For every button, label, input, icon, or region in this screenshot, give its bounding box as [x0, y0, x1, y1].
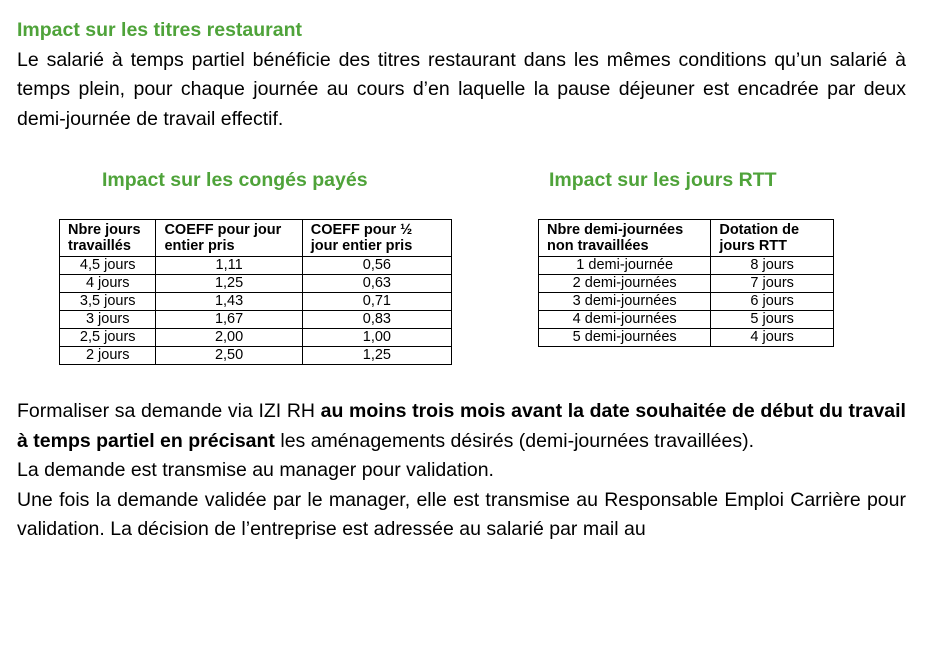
table-cell: 4 jours	[711, 329, 834, 347]
manager-validation-paragraph: La demande est transmise au manager pour validation.	[17, 459, 494, 481]
column-header: Nbre demi-journées non travaillées	[539, 220, 711, 257]
table-row	[539, 311, 834, 329]
table-cell: 0,63	[302, 275, 451, 293]
column-header: Dotation de jours RTT	[711, 220, 834, 257]
table-cell: 1 demi-journée	[539, 257, 711, 275]
conges-payes-heading: Impact sur les congés payés	[102, 169, 368, 191]
table-row	[539, 257, 834, 275]
table-cell: 8 jours	[711, 257, 834, 275]
table-row	[539, 293, 834, 311]
table-cell: 2,5 jours	[60, 329, 156, 347]
jours-rtt-heading: Impact sur les jours RTT	[549, 169, 777, 191]
table-row	[539, 329, 834, 347]
table-cell: 2 jours	[60, 347, 156, 365]
conges-payes-table	[59, 219, 452, 365]
table-cell: 6 jours	[711, 293, 834, 311]
table-cell: 7 jours	[711, 275, 834, 293]
table-row	[60, 293, 452, 311]
table-row	[60, 347, 452, 365]
table-cell: 2 demi-journées	[539, 275, 711, 293]
table-cell: 0,83	[302, 311, 451, 329]
procedure-text-end: les aménagements désirés (demi-journées travaillées).	[274, 429, 754, 452]
jours-rtt-table	[538, 219, 834, 347]
table-cell: 1,67	[156, 311, 302, 329]
table-cell: 2,50	[156, 347, 302, 365]
table-header-row	[539, 220, 834, 257]
column-header: Nbre jours travaillés	[60, 220, 156, 257]
table-cell: 4 demi-journées	[539, 311, 711, 329]
titres-restaurant-heading: Impact sur les titres restaurant	[17, 19, 303, 41]
table-row	[539, 275, 834, 293]
table-cell: 4,5 jours	[60, 257, 156, 275]
procedure-section	[17, 397, 906, 545]
table-cell: 5 jours	[711, 311, 834, 329]
procedure-text-start: Formaliser sa demande via IZI RH	[17, 400, 321, 422]
table-cell: 4 jours	[60, 275, 156, 293]
table-row	[60, 275, 452, 293]
table-row	[60, 311, 452, 329]
procedure-paragraph	[17, 397, 906, 456]
table-cell: 0,56	[302, 257, 451, 275]
table-cell: 1,25	[302, 347, 451, 365]
table-cell: 2,00	[156, 329, 302, 347]
decision-paragraph: Une fois la demande validée par le manager, elle est transmise au Responsable Emploi Carrière pour validation. La décision de l’entreprise est adressée au salarié par mail au	[17, 488, 906, 540]
table-row	[60, 329, 452, 347]
table-cell: 1,25	[156, 275, 302, 293]
table-header-row	[60, 220, 452, 257]
table-cell: 0,71	[302, 293, 451, 311]
column-header: COEFF pour jour entier pris	[156, 220, 302, 257]
table-cell: 1,43	[156, 293, 302, 311]
table-cell: 3,5 jours	[60, 293, 156, 311]
titres-restaurant-text: Le salarié à temps partiel bénéficie des titres restaurant dans les mêmes conditions qu’un salarié à temps plein, pour chaque journée au cours d’en laquelle la pause déjeuner est encadrée par deux demi-journée de travail effectif.	[17, 48, 906, 130]
table-cell: 5 demi-journées	[539, 329, 711, 347]
table-row	[60, 257, 452, 275]
table-cell: 1,11	[156, 257, 302, 275]
intro-section	[17, 16, 906, 134]
procedure-text-bold: au moins trois mois avant la date souhaitée de début du travail à temps partiel en précisant	[17, 400, 906, 452]
table-cell: 1,00	[302, 329, 451, 347]
column-header: COEFF pour ½ jour entier pris	[302, 220, 451, 257]
table-cell: 3 demi-journées	[539, 293, 711, 311]
table-cell: 3 jours	[60, 311, 156, 329]
